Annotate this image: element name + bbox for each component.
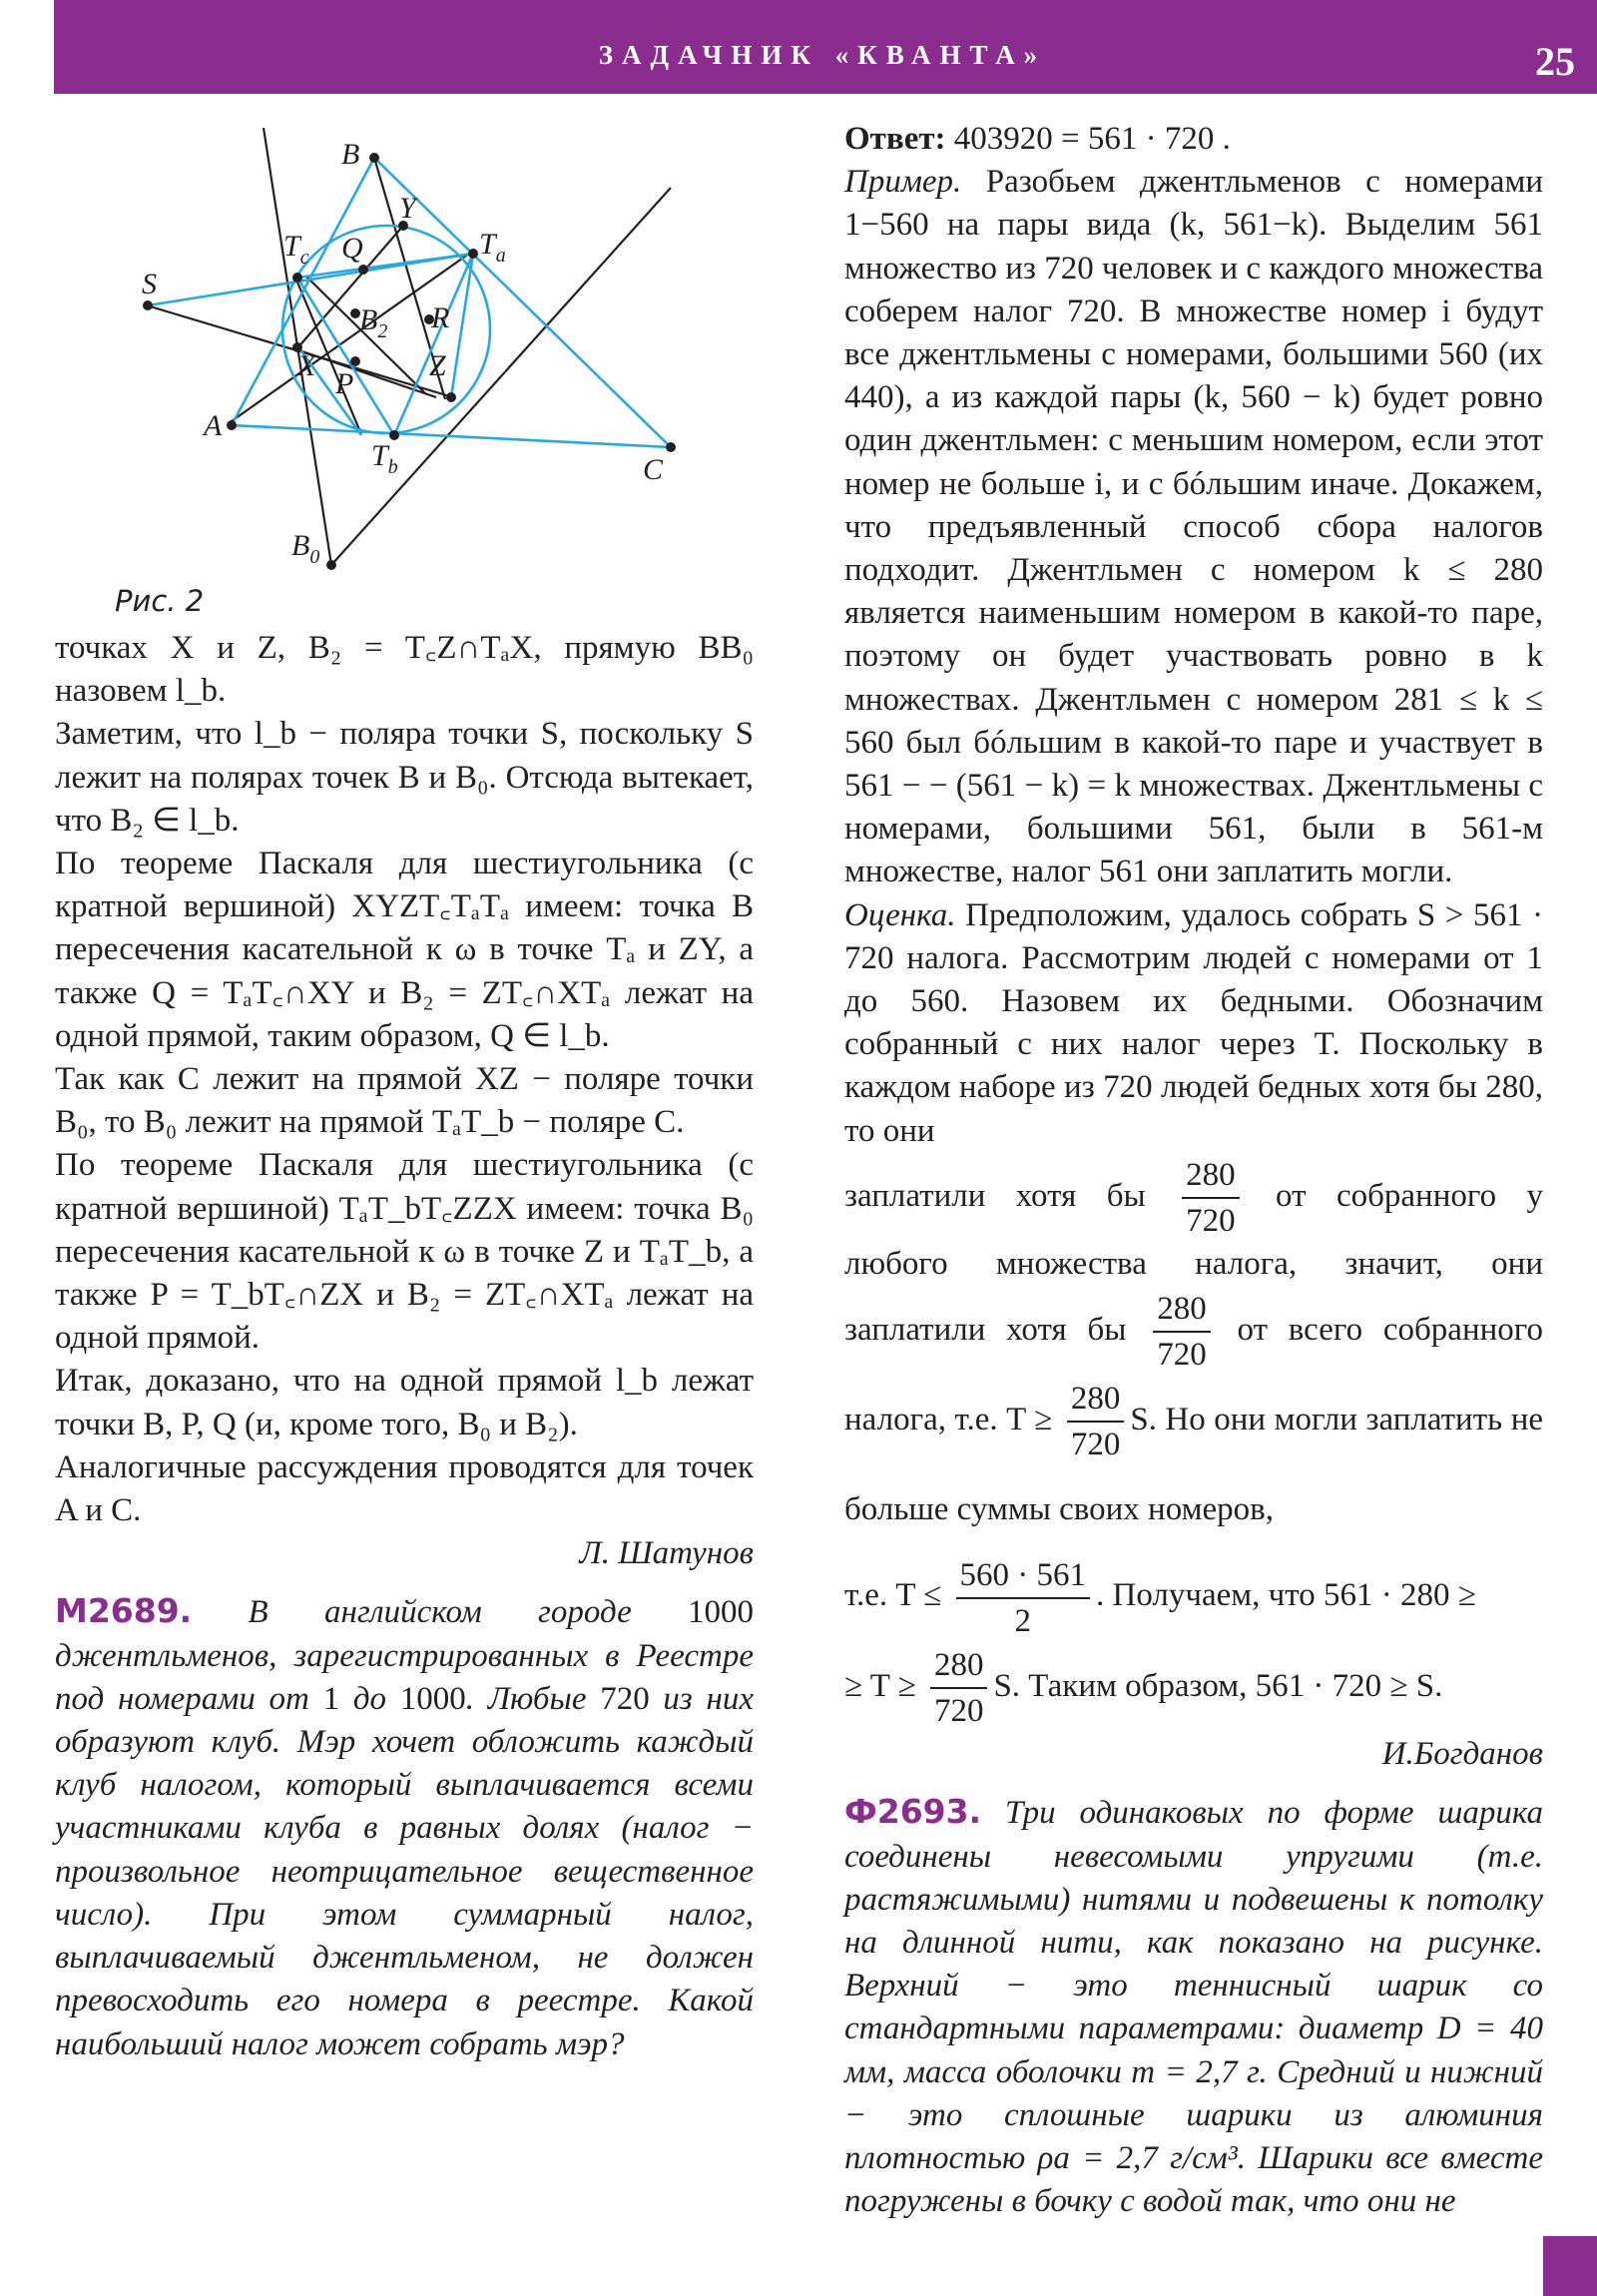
paragraph: Так как C лежит на прямой XZ − поляре точки B₀, то B₀ лежит на прямой TₐT_b − поляре C. xyxy=(55,1061,754,1141)
author-signature: И.Богданов xyxy=(1381,1736,1543,1773)
label-r: R xyxy=(431,301,450,334)
answer-line: Ответ: 403920 = 561 · 720 . xyxy=(844,121,1231,157)
figure-caption: Рис. 2 xyxy=(115,584,205,618)
page-number: 25 xyxy=(1535,39,1575,84)
fraction-280-720: $\frac{280}{720}$ xyxy=(1153,1287,1211,1377)
page-header xyxy=(54,0,1597,94)
example-paragraph: Пример. Разобьем джентльменов с номерами 1−560 на пары вида (k, 561−k). Выделим 561 множество из 720 человек и с каждого множества соберем налог 720. В множестве номер i будут все джентльмены с номерами, большими 560 (их 440), а из каждой пары (k, 560 − k) будет ровно один джентльмен: с меньшим номером, если этот номер не больше i, и с бóльшим иначе. Докажем, что предъявленный способ сбора налогов подходит. Джентльмен с номером k ≤ 280 является наименьшим номером в какой-то паре, поэтому он будет участвовать ровно в k множествах. Джентльмен с номером 281 ≤ k ≤ 560 был бóльшим в какой-то паре и участвует в 561 − − (561 − k) = k множествах. Джентльмены с номерами, большими 561, были в 561-м множестве, налог 561 они заплатить могли. xyxy=(844,164,1543,890)
fraction-280-720: $\frac{280}{720}$ xyxy=(930,1643,988,1733)
fraction-280-720: $\frac{280}{720}$ xyxy=(1182,1153,1240,1243)
left-column xyxy=(55,627,754,2066)
label-z: Z xyxy=(429,349,446,382)
paragraph: По теореме Паскаля для шестиугольника (с кратной вершиной) XYZT꜀TₐTₐ имеем: точка B пересечения касательной к ω в точке Tₐ и ZY, а также Q = TₐT꜀∩XY и B₂ = ZT꜀∩XTₐ лежат на одной прямой, таким образом, Q ∈ l_b. xyxy=(55,846,754,1054)
fraction-line: т.е. T ≤ $\frac{560 \cdot 561}{2}$ . Получаем, что 561 · 280 ≥ xyxy=(844,1552,1543,1642)
label-p: P xyxy=(335,367,354,400)
paragraph: Итак, доказано, что на одной прямой l_b лежат точки B, P, Q (и, кроме того, B₀ и B₂). xyxy=(55,1363,754,1442)
paragraph: По теореме Паскаля для шестиугольника (с кратной вершиной) TₐT_bT꜀ZZX имеем: точка B₀ пересечения касательной к ω в точке Z и TₐT_b, а также P = T_bT꜀∩ZX и B₂ = ZT꜀∩XTₐ лежат на одной прямой. xyxy=(55,1147,754,1357)
label-y: Y xyxy=(399,192,416,225)
page-edge-tab xyxy=(1543,2236,1597,2296)
geometry-figure xyxy=(92,118,691,587)
label-b0: $B_0$ xyxy=(291,529,320,568)
label-x: X xyxy=(297,349,316,382)
label-ta: $T_a$ xyxy=(479,228,506,267)
label-b: B xyxy=(341,138,360,171)
problem-f2693: Ф2693. Три одинаковых по форме шарика соединены невесомыми упругими (т.е. растяжимыми) нитями и подвешены к потолку на длинной нити, как показано на рисунке. Верхний − это теннисный шарик со стандартными параметрами: диаметр D = 40 мм, масса оболочки m = 2,7 г. Средний и нижний − это сплошные шарики из алюминия плотностью ρa = 2,7 г/см³. Шарики все вместе погружены в бочку с водой так, что они не xyxy=(844,1792,1544,2220)
paragraph: точках X и Z, B₂ = T꜀Z∩TₐX, прямую BB₀ назовем l_b. xyxy=(55,630,754,710)
fraction-280-720: $\frac{280}{720}$ xyxy=(1067,1377,1125,1466)
label-tb: $T_b$ xyxy=(371,439,398,478)
paragraph: любого множества налога, значит, они xyxy=(844,1246,1543,1283)
label-a: A xyxy=(204,409,223,442)
fraction-line: ≥ T ≥ $\frac{280}{720}$ S. Таким образом, 561 · 720 ≥ S. xyxy=(844,1643,1543,1733)
problem-number: Ф2693. xyxy=(844,1792,982,1832)
label-b2: $B_2$ xyxy=(359,303,388,342)
journal-section-title: ЗАДАЧНИК «КВАНТА» xyxy=(598,40,1047,70)
line-ta-z xyxy=(451,254,473,397)
fraction-560x561-2: $\frac{560 \cdot 561}{2}$ xyxy=(956,1553,1091,1643)
estimate-paragraph: Оценка. Предположим, удалось собрать S > 561 · 720 налога. Рассмотрим людей с номерами от 1 до 560. Назовем их бедными. Обозначим собранный с них налог через T. Поскольку в каждом наборе из 720 людей бедных хотя бы 280, то они xyxy=(844,896,1544,1149)
fraction-line: заплатили хотя бы $\frac{280}{720}$ от всего собранного xyxy=(844,1287,1543,1377)
label-tc: $T_c$ xyxy=(283,230,309,269)
problem-number: М2689. xyxy=(55,1591,193,1631)
fraction-line: налога, т.е. T ≥ $\frac{280}{720}$ S. Но они могли заплатить не больше суммы своих номеров, xyxy=(844,1377,1543,1552)
fraction-line: заплатили хотя бы $\frac{280}{720}$ от собранного у xyxy=(844,1153,1543,1243)
right-column xyxy=(844,118,1543,2223)
author-signature: Л. Шатунов xyxy=(579,1535,754,1572)
label-s: S xyxy=(142,268,157,300)
paragraph: Заметим, что l_b − поляра точки S, поскольку S лежит на полярах точек B и B₀. Отсюда вытекает, что B₂ ∈ l_b. xyxy=(55,716,754,839)
problem-m2689: М2689. В английском городе 1000 джентльменов, зарегистрированных в Реестре под номерами от 1 до 1000. Любые 720 из них образуют клуб. Мэр хочет обложить каждый клуб налогом, который выплачивается всеми участниками клуба в равных долях (налог − произвольное неотрицательное вещественное число). При этом суммарный налог, выплачиваемый джентльменом, не должен превосходить его номера в реестре. Какой наибольший налог может собрать мэр? xyxy=(55,1591,755,2062)
label-q: Q xyxy=(341,232,363,265)
paragraph: Аналогичные рассуждения проводятся для точек A и C. xyxy=(55,1448,754,1529)
label-c: C xyxy=(643,453,664,486)
